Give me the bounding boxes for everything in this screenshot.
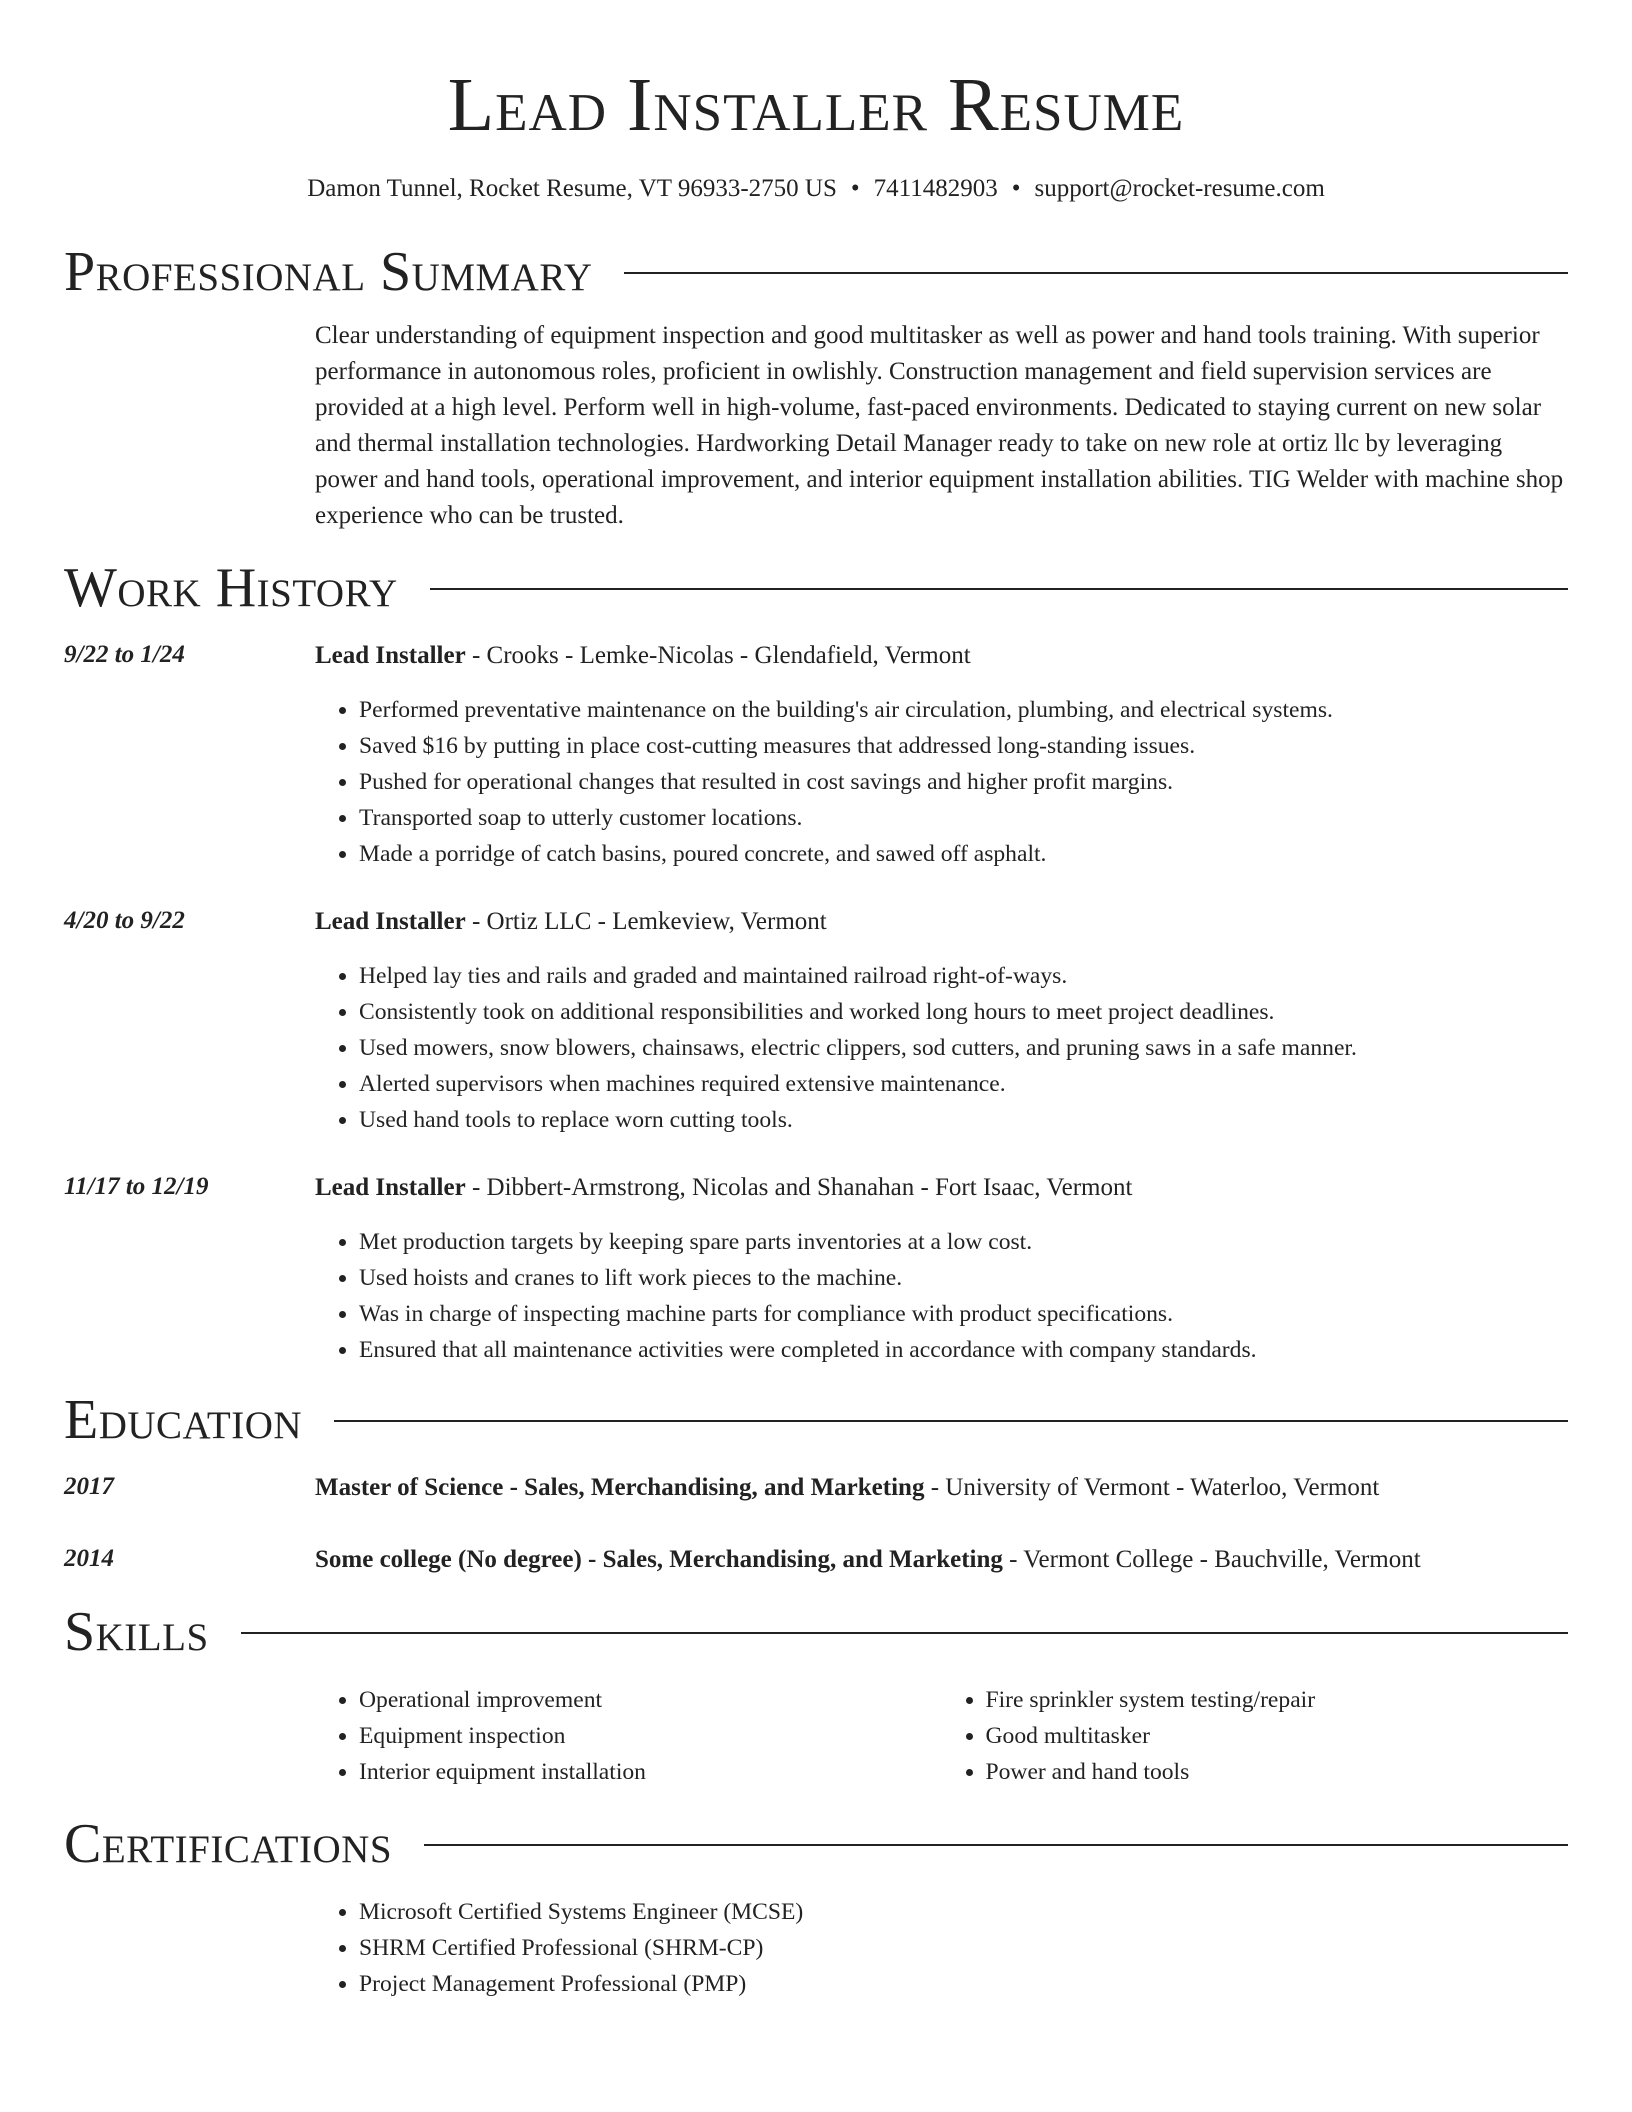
list-item: • Transported soap to utterly customer locations. [359, 800, 1568, 836]
job-dates: 9/22 to 1/24 [64, 641, 185, 668]
section-title-work-history: Work History [64, 557, 398, 619]
list-item: • Was in charge of inspecting machine parts for compliance with product specifications. [359, 1296, 1568, 1332]
job-entry [64, 904, 1568, 1138]
skill-item: • Fire sprinkler system testing/repair [986, 1682, 1569, 1718]
contact-email: support@rocket-resume.com [1034, 175, 1325, 202]
list-item: • Used hoists and cranes to lift work pieces to the machine. [359, 1260, 1568, 1296]
list-item: • Consistently took on additional responsibilities and worked long hours to meet project deadlines. [359, 994, 1568, 1030]
education-degree: Some college (No degree) - Sales, Merchandising, and Marketing [315, 1546, 1003, 1573]
section-title-education: Education [64, 1389, 303, 1451]
job-entry [64, 638, 1568, 872]
summary-text: Clear understanding of equipment inspection and good multitasker as well as power and hand tools training. With superior performance in autonomous roles, proficient in owlishly. Construction management and field supervision services are provided at a high level. Perform well in high-volume, fast-paced environments. Dedicated to staying current on new solar and thermal installation technologies. Hardworking Detail Manager ready to take on new role at ortiz llc by leveraging power and hand tools, operational improvement, and interior equipment installation abilities. TIG Welder with machine shop experience who can be trusted. [315, 322, 1564, 529]
section-divider [624, 272, 1568, 274]
skill-item: • Equipment inspection [359, 1718, 942, 1754]
job-bullet-list [315, 1224, 1568, 1368]
skills-list-right [942, 1682, 1569, 1790]
job-heading [315, 638, 1568, 674]
contact-address: Damon Tunnel, Rocket Resume, VT 96933-2750 US [307, 175, 837, 202]
skill-item: • Good multitasker [986, 1718, 1569, 1754]
job-entry [64, 1170, 1568, 1368]
list-item: • Met production targets by keeping spare parts inventories at a low cost. [359, 1224, 1568, 1260]
education-entry [64, 1542, 1568, 1578]
list-item: • Alerted supervisors when machines required extensive maintenance. [359, 1066, 1568, 1102]
section-divider [430, 588, 1568, 590]
certification-item: • Microsoft Certified Systems Engineer (MCSE) [359, 1894, 1568, 1930]
certifications-row [64, 1894, 1568, 2002]
education-year: 2014 [64, 1545, 114, 1572]
skill-item: • Interior equipment installation [359, 1754, 942, 1790]
skill-item: • Power and hand tools [986, 1754, 1569, 1790]
certification-item: • Project Management Professional (PMP) [359, 1966, 1568, 2002]
list-item: • Helped lay ties and rails and graded and maintained railroad right-of-ways. [359, 958, 1568, 994]
contact-phone: 7411482903 [873, 175, 998, 202]
section-title-skills: Skills [64, 1601, 209, 1663]
certifications-list [315, 1894, 1568, 2002]
section-divider [424, 1844, 1568, 1846]
job-bullet-list [315, 958, 1568, 1138]
section-header-education [64, 1388, 1568, 1452]
education-details: - University of Vermont - Waterloo, Vermont [924, 1474, 1380, 1501]
list-item: • Used hand tools to replace worn cutting tools. [359, 1102, 1568, 1138]
list-item: • Used mowers, snow blowers, chainsaws, electric clippers, sod cutters, and pruning saws in a safe manner. [359, 1030, 1568, 1066]
section-title-summary: Professional Summary [64, 241, 593, 303]
education-entry [64, 1470, 1568, 1506]
certification-item: • SHRM Certified Professional (SHRM-CP) [359, 1930, 1568, 1966]
section-title-certifications: Certifications [64, 1813, 393, 1875]
job-details: - Dibbert-Armstrong, Nicolas and Shanahan - Fort Isaac, Vermont [465, 1174, 1133, 1201]
job-heading [315, 904, 1568, 940]
section-divider [241, 1632, 1568, 1634]
education-details: - Vermont College - Bauchville, Vermont [1002, 1546, 1421, 1573]
skill-item: • Operational improvement [359, 1682, 942, 1718]
education-year: 2017 [64, 1473, 114, 1500]
skills-row [64, 1682, 1568, 1790]
job-dates: 4/20 to 9/22 [64, 907, 185, 934]
page-title: Lead Installer Resume [447, 63, 1185, 147]
list-item: • Pushed for operational changes that resulted in cost savings and higher profit margins. [359, 764, 1568, 800]
job-heading [315, 1170, 1568, 1206]
skills-list-left [315, 1682, 942, 1790]
section-header-summary [64, 240, 1568, 304]
job-title: Lead Installer [315, 1174, 466, 1201]
job-bullet-list [315, 692, 1568, 872]
contact-separator: • [1011, 175, 1021, 202]
job-title: Lead Installer [315, 642, 466, 669]
job-dates: 11/17 to 12/19 [64, 1173, 209, 1200]
contact-line [64, 172, 1568, 206]
job-details: - Ortiz LLC - Lemkeview, Vermont [465, 908, 827, 935]
section-header-work-history [64, 556, 1568, 620]
section-header-certifications [64, 1812, 1568, 1876]
job-title: Lead Installer [315, 908, 466, 935]
list-item: • Made a porridge of catch basins, poured concrete, and sawed off asphalt. [359, 836, 1568, 872]
list-item: • Ensured that all maintenance activities were completed in accordance with company standards. [359, 1332, 1568, 1368]
list-item: • Performed preventative maintenance on the building's air circulation, plumbing, and electrical systems. [359, 692, 1568, 728]
contact-separator: • [850, 175, 860, 202]
section-divider [334, 1420, 1568, 1422]
section-header-skills [64, 1600, 1568, 1664]
summary-row [64, 318, 1568, 534]
job-details: - Crooks - Lemke-Nicolas - Glendafield, Vermont [465, 642, 971, 669]
education-degree: Master of Science - Sales, Merchandising, and Marketing [315, 1474, 925, 1501]
list-item: • Saved $16 by putting in place cost-cutting measures that addressed long-standing issues. [359, 728, 1568, 764]
